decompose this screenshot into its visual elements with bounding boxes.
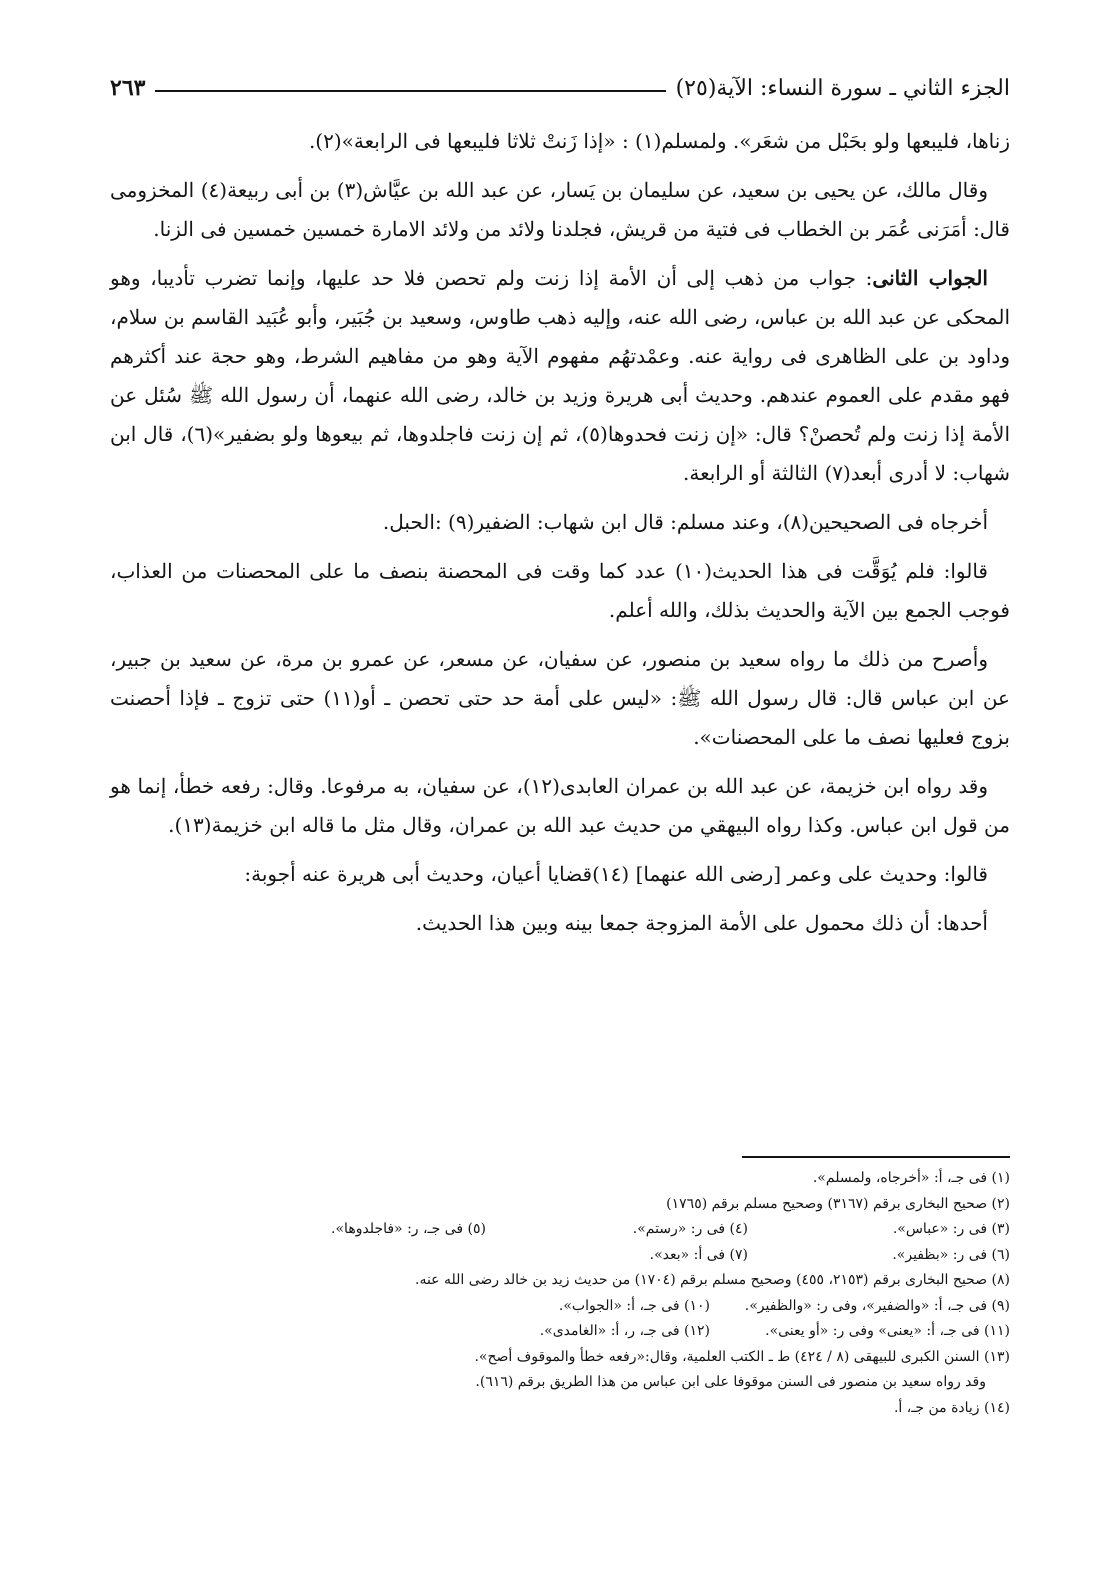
paragraph: وأصرح من ذلك ما رواه سعيد بن منصور، عن سفيان، عن مسعر، عن عمرو بن مرة، عن سعيد بن جبير، عن ابن عباس قال: قال رسول الله ﷺ: «ليس على أمة حد حتى تحصن ـ أو(١١) حتى تزوج ـ فإذا أحصنت بزوج فعليها نصف ما على المحصنات». [110, 647, 1010, 749]
paragraph: قالوا: فلم يُوَقَّت فى هذا الحديث(١٠) عدد كما وقت فى المحصنة بنصف ما على المحصنات من العذاب، فوجب الجمع بين الآية والحديث بذلك، والله أعلم. [110, 559, 1010, 622]
footnote-row [110, 1217, 1010, 1243]
footnote: (٩) فى جـ، أ: «والضفير»، وفى ر: «والظفير». [744, 1297, 1010, 1314]
footnote-row [110, 1243, 1010, 1269]
footnote: (١٢) فى جـ، ر، أ: «الغامدى». [539, 1323, 710, 1339]
paragraph-lead: الجواب الثانى [872, 266, 988, 290]
footnote-row [110, 1319, 1010, 1345]
footnote: (٣) فى ر: «عباس». [892, 1221, 1010, 1237]
footnote: (١١) فى جـ، أ: «يعنى» وفى ر: «أو يعنى». [765, 1323, 1010, 1339]
paragraph: أخرجاه فى الصحيحين(٨)، وعند مسلم: قال ابن شهاب: الضفير(٩) :الحبل. [382, 510, 988, 534]
footnote-continuation: وقد رواه سعيد بن منصور فى السنن موقوفا على ابن عباس من هذا الطريق برقم (٦١٦). [475, 1374, 986, 1390]
paragraph: قالوا: وحديث على وعمر [رضى الله عنهما] (١٤)قضايا أعيان، وحديث أبى هريرة عنه أجوبة: [244, 862, 988, 886]
paragraph: زناها، فليبعها ولو بحَبْل من شعَر». ولمسلم(١) : «إذا زَنتْ ثلاثا فليبعها فى الرابعة»(٢). [308, 129, 1010, 153]
footnote: (٢) صحيح البخارى برقم (٣١٦٧) وصحيح مسلم برقم (١٧٦٥) [666, 1195, 1010, 1212]
footnote-row [110, 1294, 1010, 1320]
header-rule [155, 90, 665, 92]
footnote: (٤) فى ر: «رستم». [632, 1221, 748, 1237]
footnote: (١٠) فى جـ، أ: «الجواب». [558, 1297, 710, 1314]
paragraph [110, 259, 1010, 493]
footnote: (١٤) زيادة من جـ، أ. [893, 1399, 1010, 1416]
footnote: (١) فى جـ، أ: «أخرجاه، ولمسلم». [812, 1170, 1010, 1186]
paragraph: وقد رواه ابن خزيمة، عن عبد الله بن عمران العابدى(١٢)، عن سفيان، به مرفوعا. وقال: رفعه خطأ، إنما هو من قول ابن عباس. وكذا رواه البيهقي من حديث عبد الله بن عمران، وقال مثل ما قاله ابن خزيمة(١٣). [110, 774, 1010, 837]
paragraph-text: : جواب من ذهب إلى أن الأمة إذا زنت ولم تحصن فلا حد عليها، وإنما تضرب تأديبا، وهو المحكى عن عبد الله بن عباس، رضى الله عنه، وإليه ذهب طاوس، وسعيد بن جُبَير، وأبو عُبَيد القاسم بن سلام، وداود بن على الظاهرى فى رواية عنه. وعمْدتهُم مفهوم الآية وهو من مفاهيم الشرط، وهو حجة عند أكثرهم فهو مقدم على العموم عندهم. وحديث أبى هريرة وزيد بن خالد، رضى الله عنهما، أن رسول الله ﷺ سُئل عن الأمة إذا زنت ولم تُحصنْ؟ قال: «إن زنت فحدوها(٥)، ثم إن زنت فاجلدوها، ثم بيعوها ولو بضفير»(٦)، قال ابن شهاب: لا أدرى أبعد(٧) الثالثة أو الرابعة. [110, 266, 1010, 485]
paragraph: أحدها: أن ذلك محمول على الأمة المزوجة جمعا بينه وبين هذا الحديث. [415, 911, 988, 935]
paragraph: وقال مالك، عن يحيى بن سعيد، عن سليمان بن يَسار، عن عبد الله بن عيَّاش(٣) بن أبى ربيعة(٤) المخزومى قال: أمَرَنى عُمَر بن الخطاب فى فتية من قريش، فجلدنا ولائد من ولائد الامارة خمسين خمسين فى الزنا. [110, 178, 1010, 241]
footnote: (٧) فى أ: «بعد». [649, 1246, 748, 1263]
footnote-separator [742, 1156, 1010, 1158]
footnote: (٨) صحيح البخارى برقم (٢١٥٣، ٤٥٥) وصحيح مسلم برقم (١٧٠٤) من حديث زيد بن خالد رضى الله عنه. [415, 1272, 1010, 1288]
page-number: ٢٦٣ [110, 75, 146, 101]
footnote: (٦) فى ر: «بظفير». [892, 1246, 1010, 1263]
header-title: الجزء الثاني ـ سورة النساء: الآية(٢٥) [675, 75, 1010, 101]
running-header [110, 70, 1010, 106]
footnote: (١٣) السنن الكبرى للبيهقى (٨ / ٤٢٤) ط ـ الكتب العلمية، وقال:«رفعه خطأ والموقوف أصح». [474, 1348, 1010, 1365]
footnote: (٥) فى جـ، ر: «فاجلدوها». [331, 1221, 486, 1237]
main-text [110, 122, 1010, 953]
footnotes [110, 1166, 1010, 1421]
